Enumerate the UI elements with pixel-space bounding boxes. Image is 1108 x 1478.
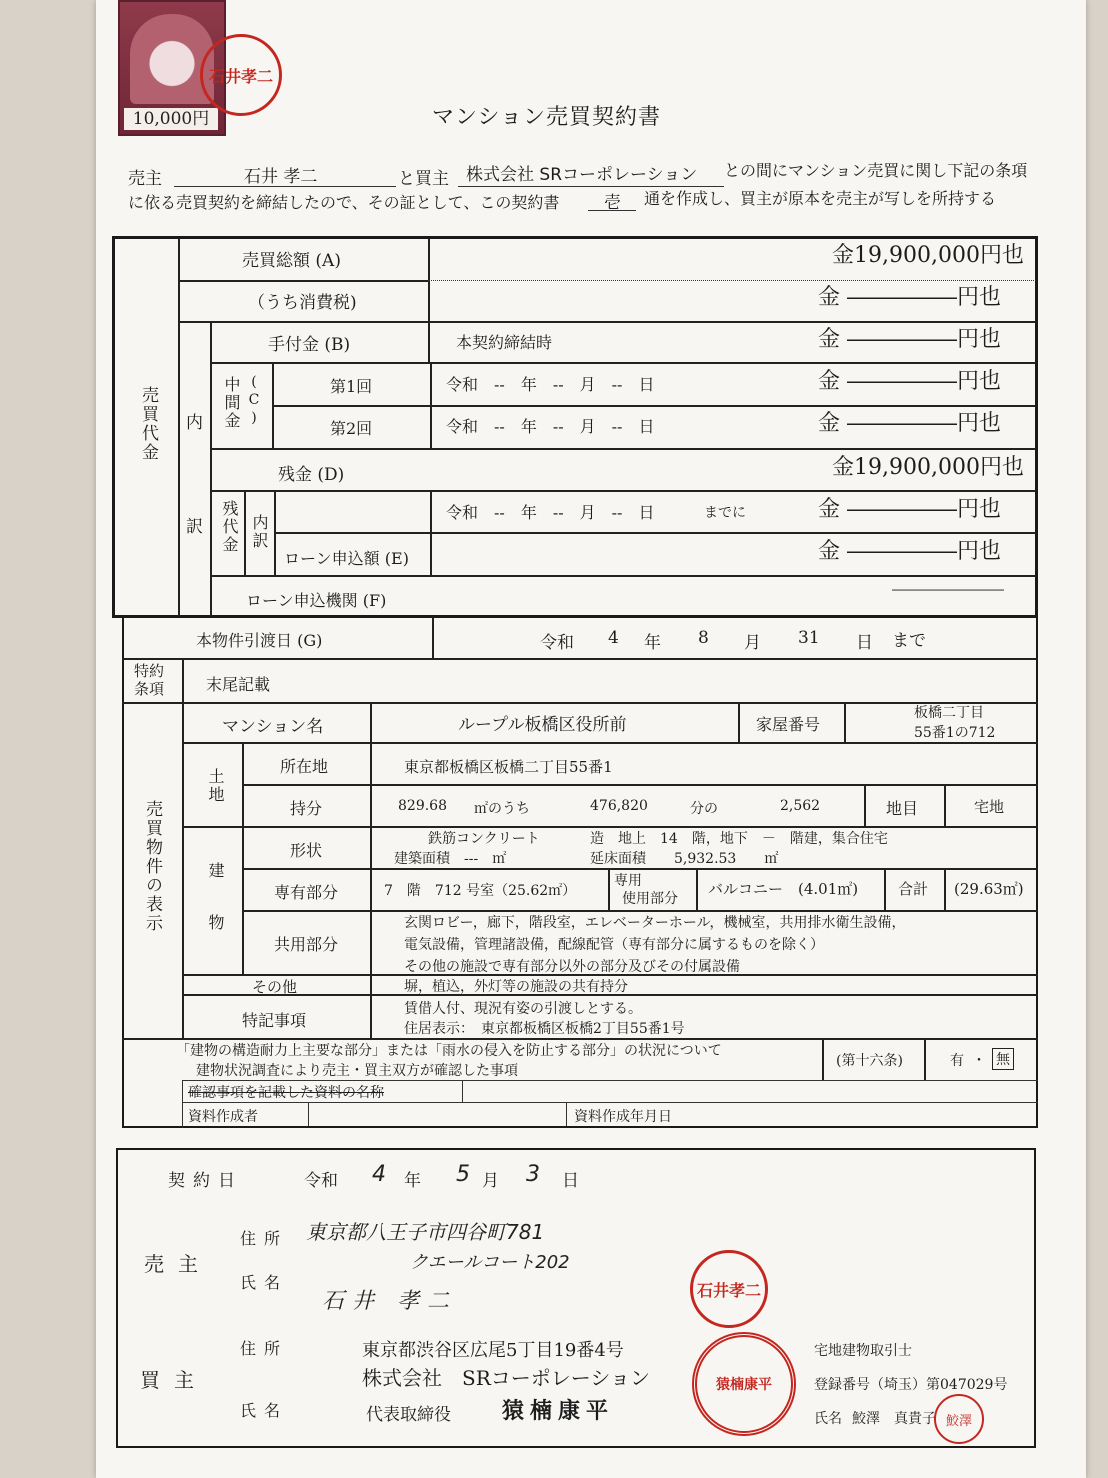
shape-line2-a: 建築面積 ‐‐‐ ㎡ (394, 851, 507, 867)
seller-label: 売主 (144, 1252, 212, 1276)
deposit-value: 金 ―――――円也 (818, 327, 1001, 352)
loan-org-label: ローン申込機関 (F) (246, 591, 387, 610)
inspection-author-label: 資料作成者 (188, 1109, 258, 1125)
remain-date: 令和 ‐‐ 年 ‐‐ 月 ‐‐ 日 (446, 503, 655, 522)
shape-line1-b: 造 地上 14 階，地下 － 階建，集合住宅 (590, 831, 888, 847)
price-wake-label: 訳 (186, 517, 203, 537)
buyer-name-label: 氏名 (240, 1401, 289, 1420)
remain-value: 金 ―――――円也 (818, 497, 1001, 522)
buyer-rep-title: 代表取締役 (366, 1405, 451, 1425)
interim-label: 中間金 (222, 376, 241, 430)
location-label: 所在地 (280, 757, 329, 776)
delivery-day: 31 (798, 628, 820, 648)
contract-date-year: 4 (372, 1162, 386, 1187)
land-label: 土地 (206, 768, 225, 804)
price-section-label: 売買代金 (138, 386, 158, 462)
buyer-company-seal: 猿楠康平 (692, 1332, 796, 1436)
delivery-year-unit: 年 (644, 633, 661, 653)
special-label: 特約条項 (134, 662, 165, 698)
seller-seal: 石井孝二 (690, 1250, 768, 1328)
special-value: 末尾記載 (206, 675, 271, 694)
interim-1-value: 金 ―――――円也 (818, 369, 1001, 394)
buyer-address: 東京都渋谷区広尾5丁目19番4号 (362, 1340, 624, 1361)
intro-buyer-label: と買主 (398, 169, 449, 189)
notes-label: 特記事項 (242, 1011, 307, 1030)
house-no-line2: 55番1の712 (914, 725, 996, 741)
agent-name: 鮫澤 真貴子 (852, 1411, 936, 1427)
deposit-timing: 本契約締結時 (456, 333, 553, 352)
remain-by: までに (704, 505, 746, 521)
share-mid: 分の (690, 801, 718, 817)
inspection-line2: 建物状況調査により売主・買主双方が確認した事項 (196, 1063, 518, 1079)
interim-code: (C) (246, 374, 262, 428)
house-no-line1: 板橋二丁目 (914, 705, 984, 721)
loan-org-value: ―――――――― (892, 582, 1004, 598)
agent-title: 宅地建物取引士 (814, 1343, 912, 1359)
chimoku-label: 地目 (886, 799, 919, 818)
seller-address-label: 住所 (240, 1229, 289, 1248)
deposit-label: 手付金 (B) (268, 335, 351, 355)
mansion-label: マンション名 (222, 717, 324, 737)
chimoku-value: 宅地 (974, 798, 1005, 816)
shape-label: 形状 (290, 841, 323, 860)
interim-2-date: 令和 ‐‐ 年 ‐‐ 月 ‐‐ 日 (446, 417, 655, 436)
balance-label: 残金 (D) (278, 465, 345, 485)
other-value: 塀，植込，外灯等の施設の共有持分 (404, 979, 628, 995)
intro-copies: 壱 (604, 193, 621, 213)
price-uchi-label: 内 (186, 413, 203, 433)
remain-sub-label: 内訳 (250, 514, 269, 550)
agent-name-label: 氏名 (814, 1411, 842, 1427)
cherry-blossom-icon (130, 14, 214, 104)
mansion-name: ループル板橋区役所前 (458, 715, 627, 735)
tax-value: 金 ―――――円也 (818, 285, 1001, 310)
other-label: その他 (252, 978, 298, 996)
building-label: 建物 (206, 862, 225, 966)
share-area: 829.68 (398, 798, 447, 814)
buyer-label: 買主 (140, 1368, 208, 1392)
balcony-value: バルコニー (4.01㎡) (708, 880, 859, 898)
common-line3: その他の施設で専有部分以外の部分及びその付属設備 (404, 959, 740, 975)
common-line2: 電気設備，管理諸設備，配線配管（専有部分に属するものを除く） (404, 937, 824, 953)
document-title: マンション売買契約書 (432, 105, 662, 130)
exclusive-label: 専有部分 (274, 883, 339, 902)
contract-date-month-unit: 月 (482, 1171, 499, 1191)
total-area-value: (29.63㎡) (954, 880, 1024, 898)
exclusive-use-label-1: 専用 (614, 873, 642, 889)
shape-line2-b: 延床面積 5,932.53 ㎡ (590, 851, 779, 867)
exclusive-use-label-2: 使用部分 (622, 891, 678, 907)
intro-seller-label: 売主 (128, 169, 162, 189)
location-value: 東京都板橋区板橋二丁目55番1 (404, 758, 613, 776)
common-label: 共用部分 (274, 935, 339, 954)
interim-1-label: 第1回 (330, 377, 373, 396)
loan-amount-value: 金 ―――――円也 (818, 539, 1001, 564)
intro-line1-rest: との間にマンション売買に関し下記の条項 (724, 161, 1028, 180)
revenue-stamp-value: 10,000円 (124, 108, 218, 130)
notes-line2: 住居表示： 東京都板橋区板橋2丁目55番1号 (404, 1021, 685, 1037)
contract-date-month: 5 (456, 1162, 470, 1187)
buyer-company: 株式会社 SRコーポレーション (362, 1366, 650, 1390)
delivery-month-unit: 月 (744, 633, 761, 653)
delivery-day-unit: 日 (856, 633, 873, 653)
contract-date-label: 契約日 (168, 1171, 243, 1191)
exclusive-value: 7 階 712 号室（25.62㎡） (384, 883, 577, 899)
inspection-no: 無 (992, 1048, 1014, 1070)
notes-line1: 賃借人付、現況有姿の引渡しとする。 (404, 1001, 642, 1017)
house-no-label: 家屋番号 (756, 715, 821, 734)
interim-2-label: 第2回 (330, 419, 373, 438)
intro-line2-a: に依る売買契約を締結したので、その証として、この契約書 (128, 193, 560, 212)
agent-seal: 鮫澤 (934, 1394, 984, 1444)
share-numerator: 2,562 (780, 798, 821, 814)
share-label: 持分 (290, 799, 323, 818)
common-line1: 玄関ロビー，廊下，階段室，エレベーターホール，機械室，共用排水衛生設備， (404, 915, 906, 931)
inspection-yes: 有 (950, 1053, 964, 1069)
contract-date-year-unit: 年 (404, 1171, 421, 1191)
total-label: 売買総額 (A) (242, 251, 341, 271)
contract-date-day-unit: 日 (562, 1171, 579, 1191)
shape-line1-a: 鉄筋コンクリート (428, 831, 540, 847)
interim-2-value: 金 ―――――円也 (818, 411, 1001, 436)
seller-seal-top: 石井孝二 (200, 34, 282, 116)
delivery-month: 8 (698, 628, 709, 648)
inspection-date-label: 資料作成年月日 (574, 1109, 672, 1125)
loan-amount-label: ローン申込額 (E) (284, 549, 409, 568)
balance-value: 金19,900,000円也 (832, 455, 1024, 480)
seller-address-line1: 東京都八王子市四谷町781 (306, 1220, 545, 1244)
inspection-docs-label: 確認事項を記載した資料の名称 (188, 1085, 384, 1101)
delivery-suffix: まで (892, 631, 926, 651)
total-value: 金19,900,000円也 (832, 243, 1024, 268)
property-section-label: 売買物件の表示 (142, 800, 162, 933)
seller-name: 石井 孝二 (322, 1289, 457, 1314)
intro-seller-name: 石井 孝二 (244, 167, 318, 187)
agent-registration: 登録番号（埼玉）第047029号 (814, 1377, 1008, 1393)
share-denominator: 476,820 (590, 798, 648, 814)
tax-label: （うち消費税) (248, 293, 357, 313)
intro-buyer-name: 株式会社 SRコーポレーション (466, 165, 698, 185)
total-area-label: 合計 (898, 880, 929, 898)
delivery-era: 令和 (540, 633, 574, 653)
inspection-dot: ・ (972, 1053, 986, 1069)
buyer-address-label: 住所 (240, 1339, 289, 1358)
remain-label: 残代金 (220, 500, 239, 554)
inspection-article: (第十六条) (836, 1053, 903, 1069)
seller-address-line2: クエールコート202 (410, 1252, 570, 1273)
delivery-year: 4 (608, 628, 619, 648)
share-unit: ㎡のうち (474, 801, 530, 817)
inspection-line1: 「建物の構造耐力上主要な部分」または「雨水の侵入を防止する部分」の状況について (176, 1043, 722, 1059)
contract-date-day: 3 (526, 1162, 540, 1187)
contract-date-era: 令和 (304, 1171, 338, 1191)
delivery-label: 本物件引渡日 (G) (196, 631, 323, 650)
buyer-rep-name: 猿楠康平 (502, 1398, 615, 1424)
seller-name-label: 氏名 (240, 1273, 289, 1292)
interim-1-date: 令和 ‐‐ 年 ‐‐ 月 ‐‐ 日 (446, 375, 655, 394)
intro-line2-b: 通を作成し、買主が原本を売主が写しを所持する (644, 189, 997, 208)
